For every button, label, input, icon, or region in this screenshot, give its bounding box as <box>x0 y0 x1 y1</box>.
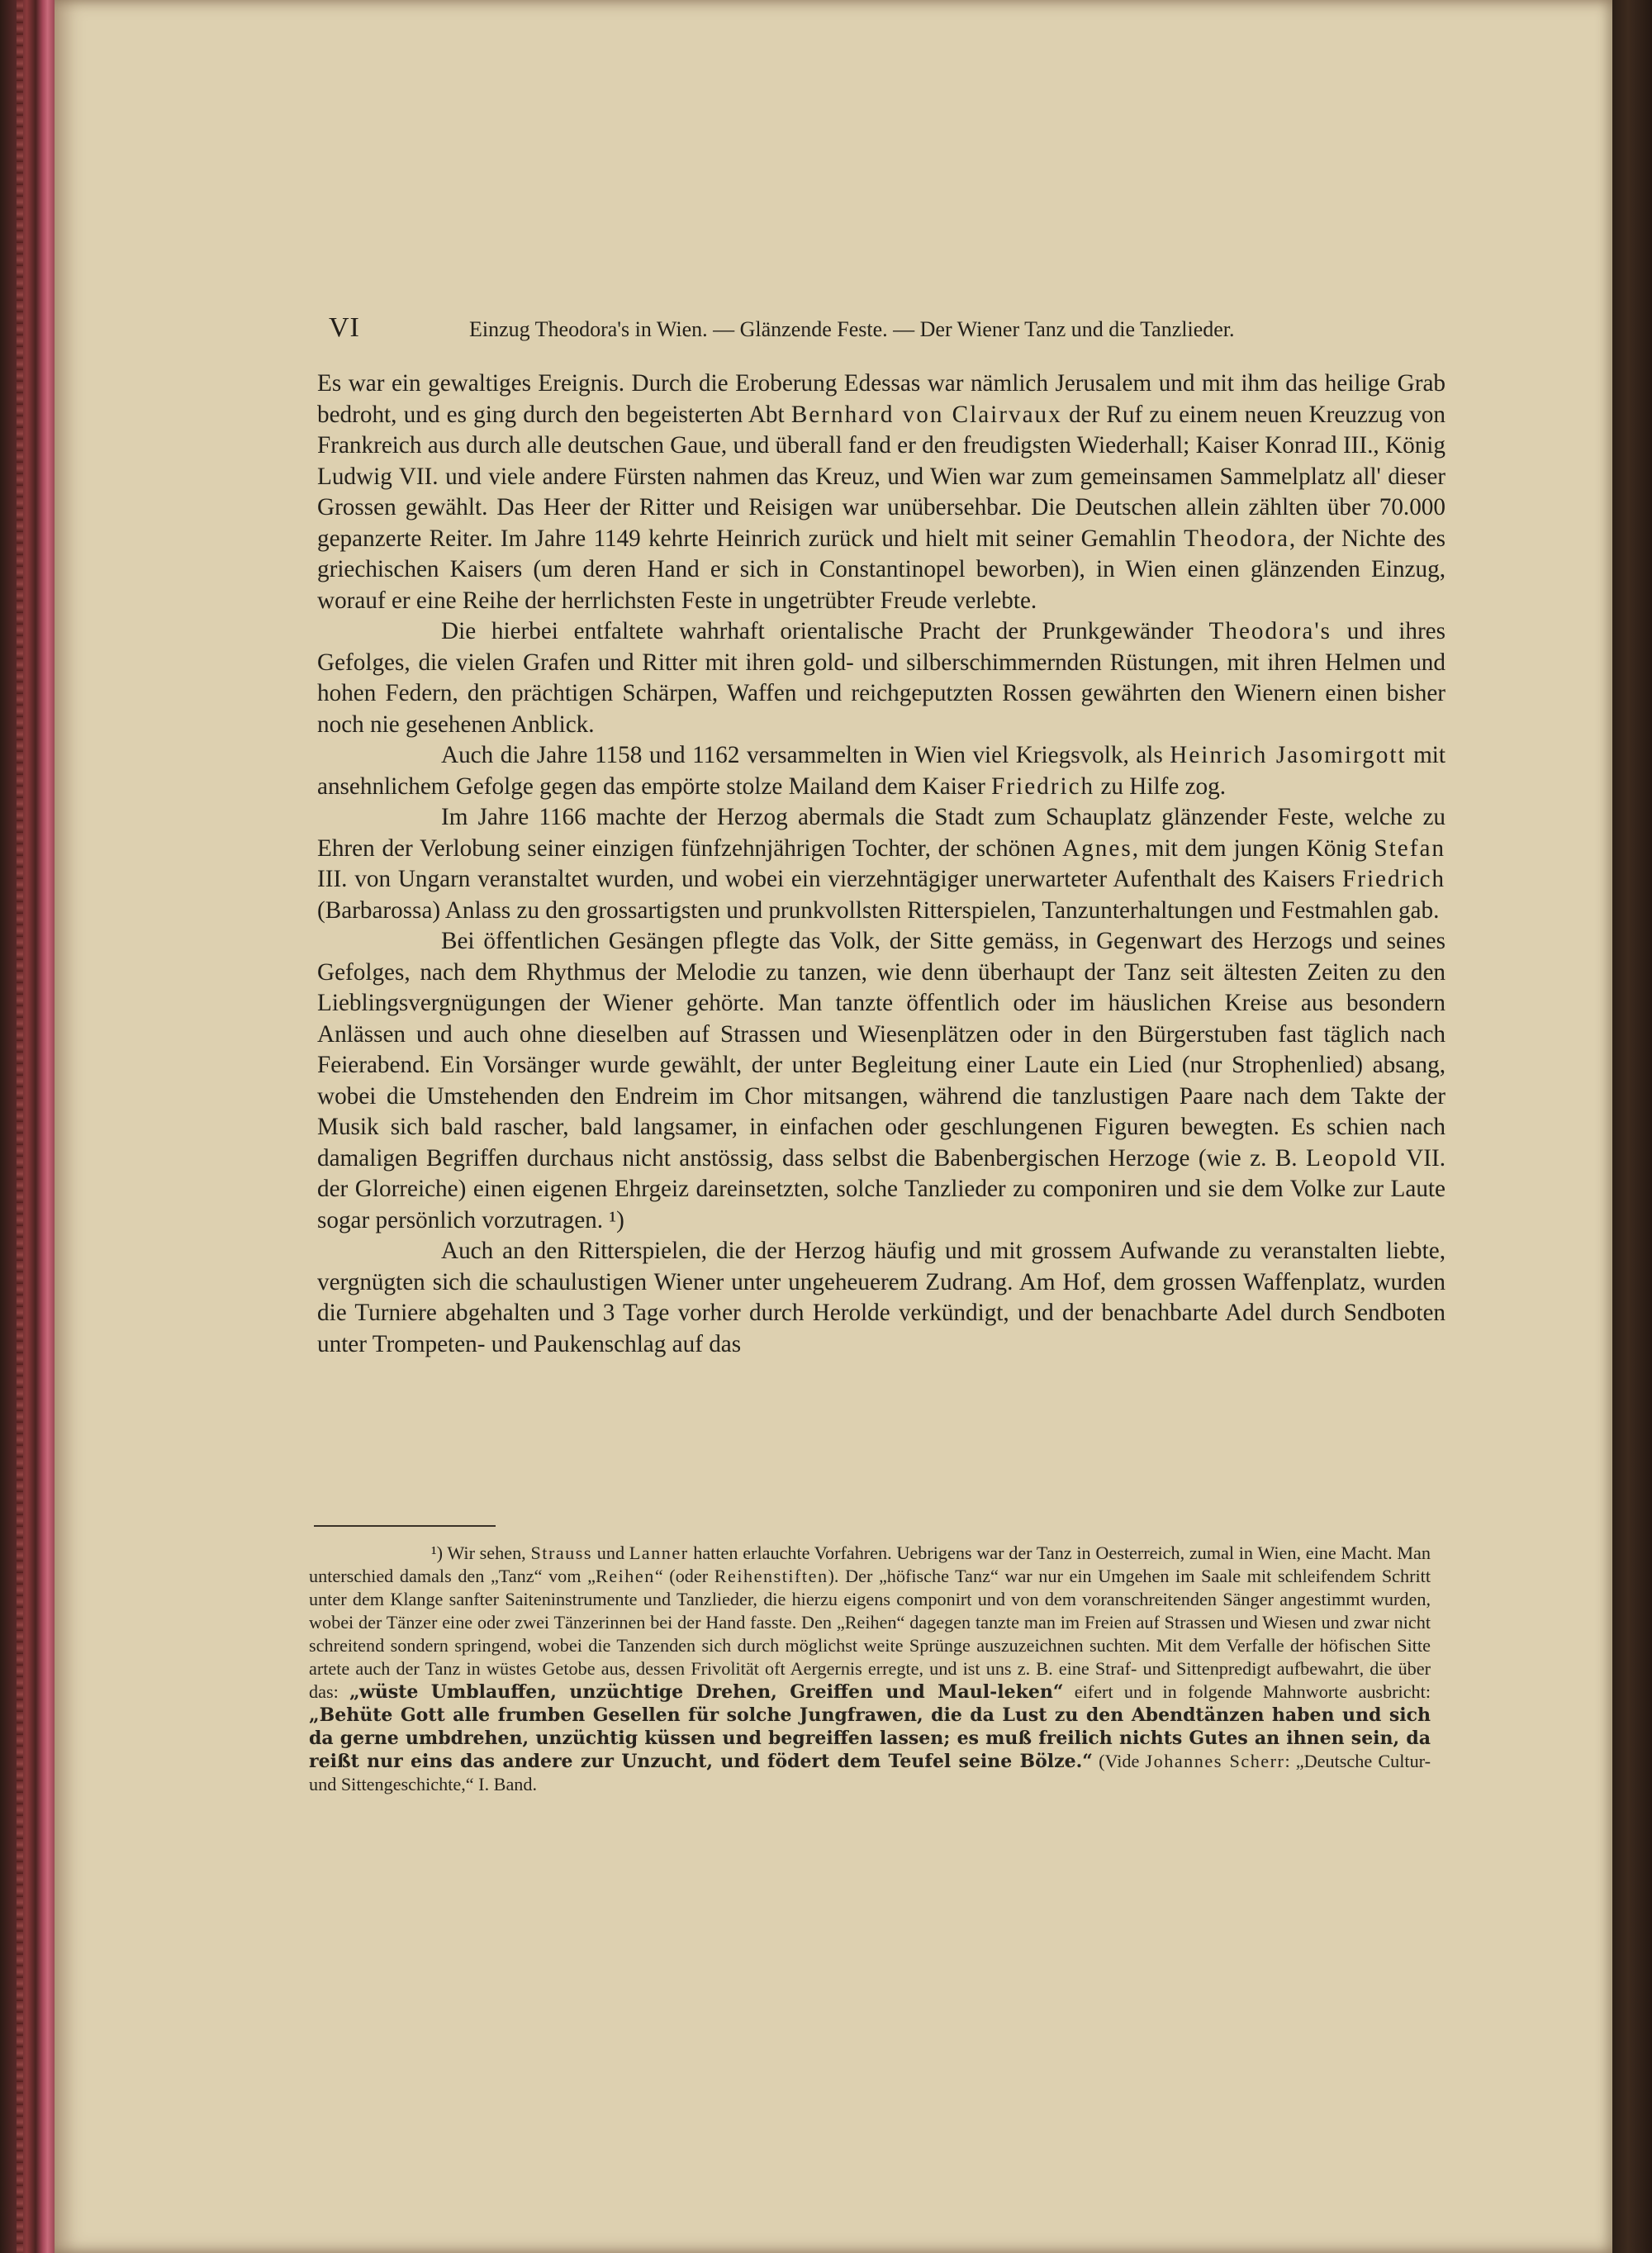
text-run: (Vide <box>1092 1751 1146 1771</box>
text-run: (Barbarossa) Anlass zu den grossartigsten und prunkvollsten Ritterspielen, Tanzunterhaltungen und Festmahlen gab. <box>317 896 1440 924</box>
footnote <box>309 1542 1431 1796</box>
text-run: Bei öffentlichen Gesängen pflegte das Volk, der Sitte gemäss, in Gegenwart des Herzogs und seines Gefolges, nach dem Rhythmus der Melodie zu tanzen, wie denn überhaupt der Tanz seit ältesten Zeiten zu den Lieblingsvergnügungen der Wiener gehörte. Man tanzte öffentlich oder im häuslichen Kreise aus besondern Anlässen und auch ohne dieselben auf Strassen und Wiesenplätzen oder in den Bürgerstuben fast täglich nach Feierabend. Ein Vorsänger wurde gewählt, der unter Begleitung einer Laute ein Lied (nur Strophenlied) absang, wobei die Umstehenden den Endreim im Chor mitsangen, während die tanzlustigen Paare nach dem Takte der Musik sich bald rascher, bald langsamer, in einfachen oder geschlungenen Figuren bewegten. Es schien nach damaligen Begriffen durchaus nicht anstössig, dass selbst die Babenbergischen Herzoge (wie z. B. <box>317 928 1446 1172</box>
footnote-divider <box>314 1525 496 1527</box>
book-binding <box>0 0 59 2253</box>
text-run: mit ansehnlichem Gefolge gegen das empörte stolze Mailand dem Kaiser <box>317 742 1446 800</box>
spaced-name: Johannes Scherr <box>1145 1751 1285 1771</box>
spaced-name: Heinrich Jasomirgott <box>1170 742 1407 768</box>
spaced-name: Reihen <box>595 1566 655 1586</box>
text-run: VII. der Glorreiche) einen eigenen Ehrgeiz dareinsetzten, solche Tanzlieder zu componiren und sie dem Volke zur Laute sogar persönlich vorzutragen. ¹) <box>317 1144 1446 1233</box>
text-run: ). Der „höfische Tanz“ war nur ein Umgehen im Saale mit schleifendem Schritt unter dem Klange sanfter Saiteninstrumente und Tanzlieder, die hierzu eigens componirt und von dem voranschreitenden Sänger angestimmt wurden, wobei der Tänzer eine oder zwei Tänzerinnen bei der Hand fasste. Den „Reihen“ dagegen tanzte man im Freien auf Strassen und Wiesen und zwar nicht schreitend sondern springend, wobei die Tanzenden sich durch möglichst weite Sprünge auszuzeichnen suchten. Mit dem Verfalle der höfischen Sitte artete auch der Tanz in wüstes Getobe aus, dessen Frivolität oft Aergernis erregte, und ist uns z. B. eine Straf- und Sittenpredigt aufbewahrt, die über das: <box>309 1566 1431 1702</box>
paragraph-2 <box>317 616 1446 740</box>
paragraph-6 <box>317 1236 1446 1360</box>
blackletter-quote: „wüste Umblauffen, unzüchtige Drehen, Greiffen und Maul-leken“ <box>349 1681 1064 1703</box>
text-run: zu Hilfe zog. <box>1094 772 1227 800</box>
paragraph-4 <box>317 802 1446 926</box>
spaced-name: Friedrich <box>1342 866 1446 892</box>
text-run: der Ruf zu einem neuen Kreuzzug von Frankreich aus durch alle deutschen Gaue, und überall fand er den freudigsten Wiederhall; Kaiser Konrad III., König Ludwig VII. und viele andere Fürsten nahmen das Kreuz, und Wien war zum gemeinsamen Sammelplatz all' dieser Grossen gewählt. Das Heer der Ritter und Reisigen war unübersehbar. Die Deutschen allein zählten über 70.000 gepanzerte Reiter. Im Jahre 1149 kehrte Heinrich zurück und hielt mit seiner Gemahlin <box>317 401 1446 552</box>
paragraph-3 <box>317 740 1446 802</box>
text-run: , mit dem jungen König <box>1132 834 1374 862</box>
spaced-name: Strauss <box>530 1542 593 1563</box>
text-run: Es war ein gewaltiges Ereignis. Durch die Eroberung Edessas war nämlich Jerusalem und mit ihm das heilige Grab bedroht, und es ging durch den begeisterten Abt <box>317 370 1446 428</box>
spaced-name: Theodora's <box>1208 618 1332 644</box>
spaced-name: Leopold <box>1306 1144 1398 1172</box>
spaced-name: Friedrich <box>991 772 1095 800</box>
spaced-name: Lanner <box>629 1542 689 1563</box>
footnote-paragraph <box>309 1542 1431 1796</box>
paragraph-1 <box>317 368 1446 616</box>
text-run: ¹) Wir sehen, <box>431 1542 531 1563</box>
text-run: , der Nichte des griechischen Kaisers (um deren Hand er sich in Constantinopel beworben), in Wien einen glänzenden Einzug, worauf er eine Reihe der herrlichsten Feste in ungetrübter Freude verlebte. <box>317 525 1446 614</box>
spaced-name: Reihenstiften <box>714 1566 828 1586</box>
spaced-name: Theodora <box>1184 525 1289 552</box>
page-number: VI <box>329 312 360 343</box>
text-run: Die hierbei entfaltete wahrhaft orientalische Pracht der Prunkgewänder <box>441 618 1209 644</box>
text-run: und ihres Gefolges, die vielen Grafen und Ritter mit ihren gold- und silberschimmernden Rüstungen, mit ihren Helmen und hohen Federn, den prächtigen Schärpen, Waffen und reichgeputzten Rossen gewährten den Wienern einen bisher noch nie gesehenen Anblick. <box>317 618 1446 738</box>
text-run: Im Jahre 1166 machte der Herzog abermals die Stadt zum Schauplatz glänzender Feste, welche zu Ehren der Verlobung seiner einzigen fünfzehnjährigen Tochter, der schönen <box>317 804 1446 862</box>
paragraph-5 <box>317 926 1446 1236</box>
text-run: Auch an den Ritterspielen, die der Herzog häufig und mit grossem Aufwande zu veranstalten liebte, vergnügten sich die schaulustigen Wiener unter ungeheuerem Zudrang. Am Hof, dem grossen Waffenplatz, wurden die Turniere abgehalten und 3 Tage vorher durch Herolde verkündigt, und der benachbarte Adel durch Sendboten unter Trompeten- und Paukenschlag auf das <box>317 1238 1446 1357</box>
text-run: hatten erlauchte Vorfahren. Uebrigens war der Tanz in Oesterreich, zumal in Wien, eine Macht. Man unterschied damals den „Tanz“ vom „ <box>309 1542 1431 1586</box>
book-cover-edge <box>1612 0 1652 2253</box>
text-run: eifert und in folgende Mahnworte ausbricht: <box>1063 1681 1431 1702</box>
text-run: : „Deutsche Cultur- und Sittengeschichte,“ I. Band. <box>309 1751 1431 1794</box>
text-run: “ (oder <box>654 1566 714 1586</box>
spaced-name: Agnes <box>1062 834 1132 862</box>
body-text <box>317 368 1446 1360</box>
binding-edge <box>17 0 23 2253</box>
spaced-name: Bernhard von Clairvaux <box>790 401 1062 428</box>
blackletter-quote: „Behüte Gott alle frumben Gesellen für solche Jungfrawen, die da Lust zu den Abendtänzen haben und sich da gerne umbdrehen, unzüchtig küssen und begreiffen lassen; es muß freilich nichts Gutes an ihnen sein, da reißt nur eins das andere zur Unzucht, und födert dem Teufel seine Bölze.“ <box>309 1704 1431 1772</box>
text-run: III. von Ungarn veranstaltet wurden, und wobei ein vierzehntägiger unerwarteter Aufenthalt des Kaisers <box>317 866 1342 892</box>
page-header <box>329 312 1297 354</box>
running-title: Einzug Theodora's in Wien. — Glänzende Feste. — Der Wiener Tanz und die Tanzlieder. <box>469 317 1235 341</box>
spaced-name: Stefan <box>1374 834 1446 862</box>
text-run: Auch die Jahre 1158 und 1162 versammelten in Wien viel Kriegsvolk, als <box>441 742 1170 768</box>
text-run: und <box>592 1542 629 1563</box>
